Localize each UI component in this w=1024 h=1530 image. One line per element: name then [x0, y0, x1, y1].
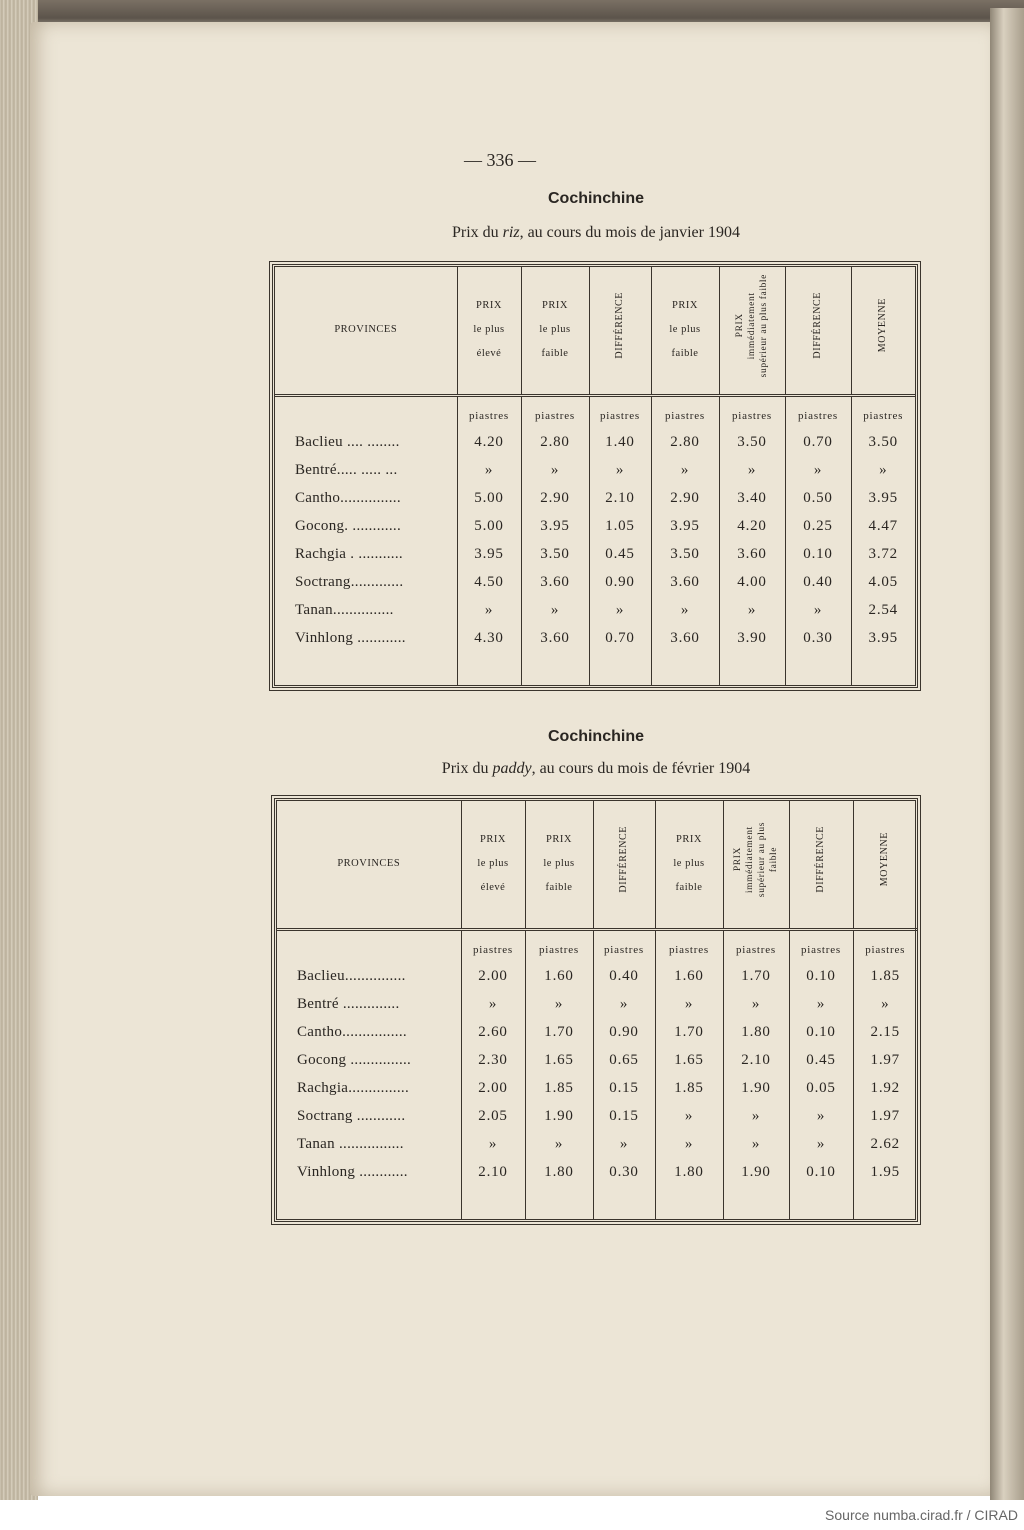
value-cell: 0.90: [593, 1019, 655, 1047]
value-cell: »: [457, 457, 521, 485]
value-cell: 0.70: [589, 625, 651, 653]
value-cell: piastres: [593, 929, 655, 963]
value-cell: 0.50: [785, 485, 851, 513]
value-cell: »: [461, 991, 525, 1019]
value-cell: [521, 653, 589, 686]
value-cell: »: [651, 597, 719, 625]
value-cell: 0.10: [789, 963, 853, 991]
page-number: — 336 —: [464, 150, 536, 170]
value-cell: [525, 1187, 593, 1220]
value-cell: 5.00: [457, 513, 521, 541]
province-cell: Soctrang.............: [295, 574, 404, 590]
table-row: [277, 991, 917, 1019]
value-cell: piastres: [789, 929, 853, 963]
province-cell: Gocong ...............: [297, 1052, 412, 1068]
value-cell: 1.70: [723, 963, 789, 991]
value-cell: 1.92: [853, 1075, 917, 1103]
value-cell: 3.95: [851, 625, 915, 653]
value-cell: 1.85: [655, 1075, 723, 1103]
value-cell: 1.60: [655, 963, 723, 991]
province-cell: [275, 653, 457, 686]
value-cell: 1.85: [853, 963, 917, 991]
value-cell: 1.97: [853, 1103, 917, 1131]
value-cell: 2.10: [461, 1159, 525, 1187]
province-cell: Rachgia . ...........: [295, 546, 403, 562]
header-provinces: PROVINCES: [277, 801, 461, 929]
table1-title: Cochinchine: [547, 190, 644, 207]
value-cell: 3.60: [651, 569, 719, 597]
value-cell: 1.40: [589, 429, 651, 457]
value-cell: 0.25: [785, 513, 851, 541]
value-cell: [851, 653, 915, 686]
value-cell: 3.60: [521, 625, 589, 653]
table-row: [277, 1103, 917, 1131]
table-row: [275, 569, 915, 597]
value-cell: »: [593, 991, 655, 1019]
header-prix-faible-2: PRIX le plus faible: [655, 801, 723, 929]
value-cell: 4.00: [719, 569, 785, 597]
header-moyenne: MOYENNE: [851, 267, 915, 395]
value-cell: 0.15: [593, 1103, 655, 1131]
value-cell: »: [789, 1131, 853, 1159]
header-difference-2: DIFFÉRENCE: [785, 267, 851, 395]
value-cell: »: [589, 457, 651, 485]
value-cell: »: [789, 991, 853, 1019]
book-page: [30, 22, 992, 1496]
value-cell: piastres: [719, 395, 785, 429]
source-credit: Source numba.cirad.fr / CIRAD: [825, 1507, 1018, 1523]
value-cell: piastres: [525, 929, 593, 963]
header-prix-immediat: PRIX immédiatement supérieur au plus faible: [719, 267, 785, 395]
value-cell: »: [655, 1103, 723, 1131]
header-provinces: PROVINCES: [275, 267, 457, 395]
table-row: [275, 541, 915, 569]
table-row: [277, 1047, 917, 1075]
value-cell: 1.90: [525, 1103, 593, 1131]
header-prix-faible: PRIX le plus faible: [525, 801, 593, 929]
value-cell: [461, 1187, 525, 1220]
value-cell: 3.60: [521, 569, 589, 597]
value-cell: 3.95: [521, 513, 589, 541]
value-cell: »: [719, 457, 785, 485]
value-cell: »: [521, 457, 589, 485]
value-cell: 4.20: [719, 513, 785, 541]
table-row: [277, 1159, 917, 1187]
value-cell: piastres: [785, 395, 851, 429]
value-cell: 0.45: [789, 1047, 853, 1075]
table-row: [277, 1019, 917, 1047]
province-cell: Bentré ..............: [297, 996, 400, 1012]
value-cell: 2.62: [853, 1131, 917, 1159]
value-cell: 1.90: [723, 1159, 789, 1187]
value-cell: 2.90: [651, 485, 719, 513]
value-cell: »: [785, 457, 851, 485]
value-cell: 0.70: [785, 429, 851, 457]
province-cell: Tanan ................: [297, 1136, 404, 1152]
value-cell: 1.70: [655, 1019, 723, 1047]
province-cell: Tanan...............: [295, 602, 394, 618]
value-cell: 2.54: [851, 597, 915, 625]
value-cell: piastres: [723, 929, 789, 963]
value-cell: [593, 1187, 655, 1220]
table-row: [277, 1131, 917, 1159]
province-cell: [275, 395, 457, 429]
value-cell: 0.65: [593, 1047, 655, 1075]
province-cell: Vinhlong ............: [297, 1164, 408, 1180]
value-cell: »: [655, 991, 723, 1019]
value-cell: 5.00: [457, 485, 521, 513]
value-cell: 4.50: [457, 569, 521, 597]
table2-title: Cochinchine: [547, 728, 644, 745]
header-prix-eleve: PRIX le plus élevé: [461, 801, 525, 929]
value-cell: 2.30: [461, 1047, 525, 1075]
table-row: [275, 513, 915, 541]
value-cell: 3.50: [719, 429, 785, 457]
province-cell: [277, 1187, 461, 1220]
header-difference-2: DIFFÉRENCE: [789, 801, 853, 929]
value-cell: [785, 653, 851, 686]
value-cell: »: [525, 1131, 593, 1159]
value-cell: 1.80: [655, 1159, 723, 1187]
units-row: [275, 395, 915, 429]
value-cell: »: [593, 1131, 655, 1159]
value-cell: 2.90: [521, 485, 589, 513]
value-cell: 1.65: [655, 1047, 723, 1075]
value-cell: piastres: [853, 929, 917, 963]
value-cell: [651, 653, 719, 686]
value-cell: 0.10: [785, 541, 851, 569]
province-cell: Vinhlong ............: [295, 630, 406, 646]
value-cell: piastres: [589, 395, 651, 429]
value-cell: 3.72: [851, 541, 915, 569]
value-cell: 1.85: [525, 1075, 593, 1103]
table-row: [275, 457, 915, 485]
value-cell: 0.45: [589, 541, 651, 569]
value-cell: 3.95: [651, 513, 719, 541]
value-cell: 0.40: [593, 963, 655, 991]
value-cell: [589, 653, 651, 686]
value-cell: »: [723, 991, 789, 1019]
table-row: [277, 1075, 917, 1103]
value-cell: 2.80: [521, 429, 589, 457]
value-cell: »: [461, 1131, 525, 1159]
value-cell: 0.40: [785, 569, 851, 597]
value-cell: »: [655, 1131, 723, 1159]
value-cell: 1.95: [853, 1159, 917, 1187]
value-cell: 3.95: [457, 541, 521, 569]
province-cell: Rachgia...............: [297, 1080, 409, 1096]
value-cell: piastres: [655, 929, 723, 963]
value-cell: »: [457, 597, 521, 625]
value-cell: [719, 653, 785, 686]
province-cell: Baclieu...............: [297, 968, 406, 984]
value-cell: »: [853, 991, 917, 1019]
value-cell: 3.60: [719, 541, 785, 569]
value-cell: piastres: [461, 929, 525, 963]
header-prix-immediat: PRIX immédiatement supérieur au plus faible: [723, 801, 789, 929]
value-cell: 2.05: [461, 1103, 525, 1131]
value-cell: 0.15: [593, 1075, 655, 1103]
value-cell: 4.20: [457, 429, 521, 457]
value-cell: 3.95: [851, 485, 915, 513]
value-cell: 4.05: [851, 569, 915, 597]
value-cell: »: [521, 597, 589, 625]
table-row: [275, 597, 915, 625]
value-cell: »: [719, 597, 785, 625]
value-cell: 3.50: [851, 429, 915, 457]
value-cell: »: [851, 457, 915, 485]
table-row: [277, 963, 917, 991]
value-cell: 2.10: [723, 1047, 789, 1075]
value-cell: »: [723, 1103, 789, 1131]
value-cell: »: [651, 457, 719, 485]
value-cell: 1.60: [525, 963, 593, 991]
value-cell: [853, 1187, 917, 1220]
value-cell: [789, 1187, 853, 1220]
header-prix-eleve: PRIX le plus élevé: [457, 267, 521, 395]
value-cell: 1.80: [723, 1019, 789, 1047]
value-cell: [655, 1187, 723, 1220]
value-cell: piastres: [521, 395, 589, 429]
value-cell: 0.10: [789, 1159, 853, 1187]
header-prix-faible-2: PRIX le plus faible: [651, 267, 719, 395]
value-cell: 2.10: [589, 485, 651, 513]
province-cell: Bentré..... ..... ...: [295, 462, 398, 478]
value-cell: 1.05: [589, 513, 651, 541]
value-cell: 0.90: [589, 569, 651, 597]
value-cell: 4.47: [851, 513, 915, 541]
table1: [272, 264, 918, 688]
value-cell: [723, 1187, 789, 1220]
header-prix-faible: PRIX le plus faible: [521, 267, 589, 395]
province-cell: Cantho................: [297, 1024, 407, 1040]
value-cell: 0.30: [593, 1159, 655, 1187]
value-cell: piastres: [851, 395, 915, 429]
value-cell: 0.05: [789, 1075, 853, 1103]
province-cell: Gocong. ............: [295, 518, 401, 534]
value-cell: 2.00: [461, 963, 525, 991]
header-difference: DIFFÉRENCE: [589, 267, 651, 395]
table2: [274, 798, 918, 1222]
value-cell: 3.40: [719, 485, 785, 513]
value-cell: 2.15: [853, 1019, 917, 1047]
header-difference: DIFFÉRENCE: [593, 801, 655, 929]
header-moyenne: MOYENNE: [853, 801, 917, 929]
value-cell: 2.60: [461, 1019, 525, 1047]
province-cell: Baclieu .... ........: [295, 434, 400, 450]
value-cell: »: [723, 1131, 789, 1159]
value-cell: »: [789, 1103, 853, 1131]
book-right-edge: [990, 8, 1024, 1500]
value-cell: piastres: [457, 395, 521, 429]
value-cell: 4.30: [457, 625, 521, 653]
value-cell: 3.50: [651, 541, 719, 569]
value-cell: 2.80: [651, 429, 719, 457]
value-cell: 3.90: [719, 625, 785, 653]
value-cell: »: [525, 991, 593, 1019]
value-cell: 1.97: [853, 1047, 917, 1075]
units-row: [277, 929, 917, 963]
value-cell: 0.10: [789, 1019, 853, 1047]
value-cell: piastres: [651, 395, 719, 429]
value-cell: [457, 653, 521, 686]
value-cell: 3.50: [521, 541, 589, 569]
table1-subtitle: Prix du riz, au cours du mois de janvier 1904: [452, 224, 740, 241]
value-cell: »: [589, 597, 651, 625]
value-cell: 0.30: [785, 625, 851, 653]
table2-subtitle: Prix du paddy, au cours du mois de février 1904: [441, 760, 751, 777]
province-cell: Cantho...............: [295, 490, 401, 506]
value-cell: 1.90: [723, 1075, 789, 1103]
table-row: [275, 485, 915, 513]
province-cell: [277, 929, 461, 963]
value-cell: 1.80: [525, 1159, 593, 1187]
value-cell: 1.70: [525, 1019, 593, 1047]
value-cell: 2.00: [461, 1075, 525, 1103]
value-cell: 3.60: [651, 625, 719, 653]
table-row: [275, 625, 915, 653]
value-cell: 1.65: [525, 1047, 593, 1075]
table-row: [275, 429, 915, 457]
value-cell: »: [785, 597, 851, 625]
province-cell: Soctrang ............: [297, 1108, 406, 1124]
